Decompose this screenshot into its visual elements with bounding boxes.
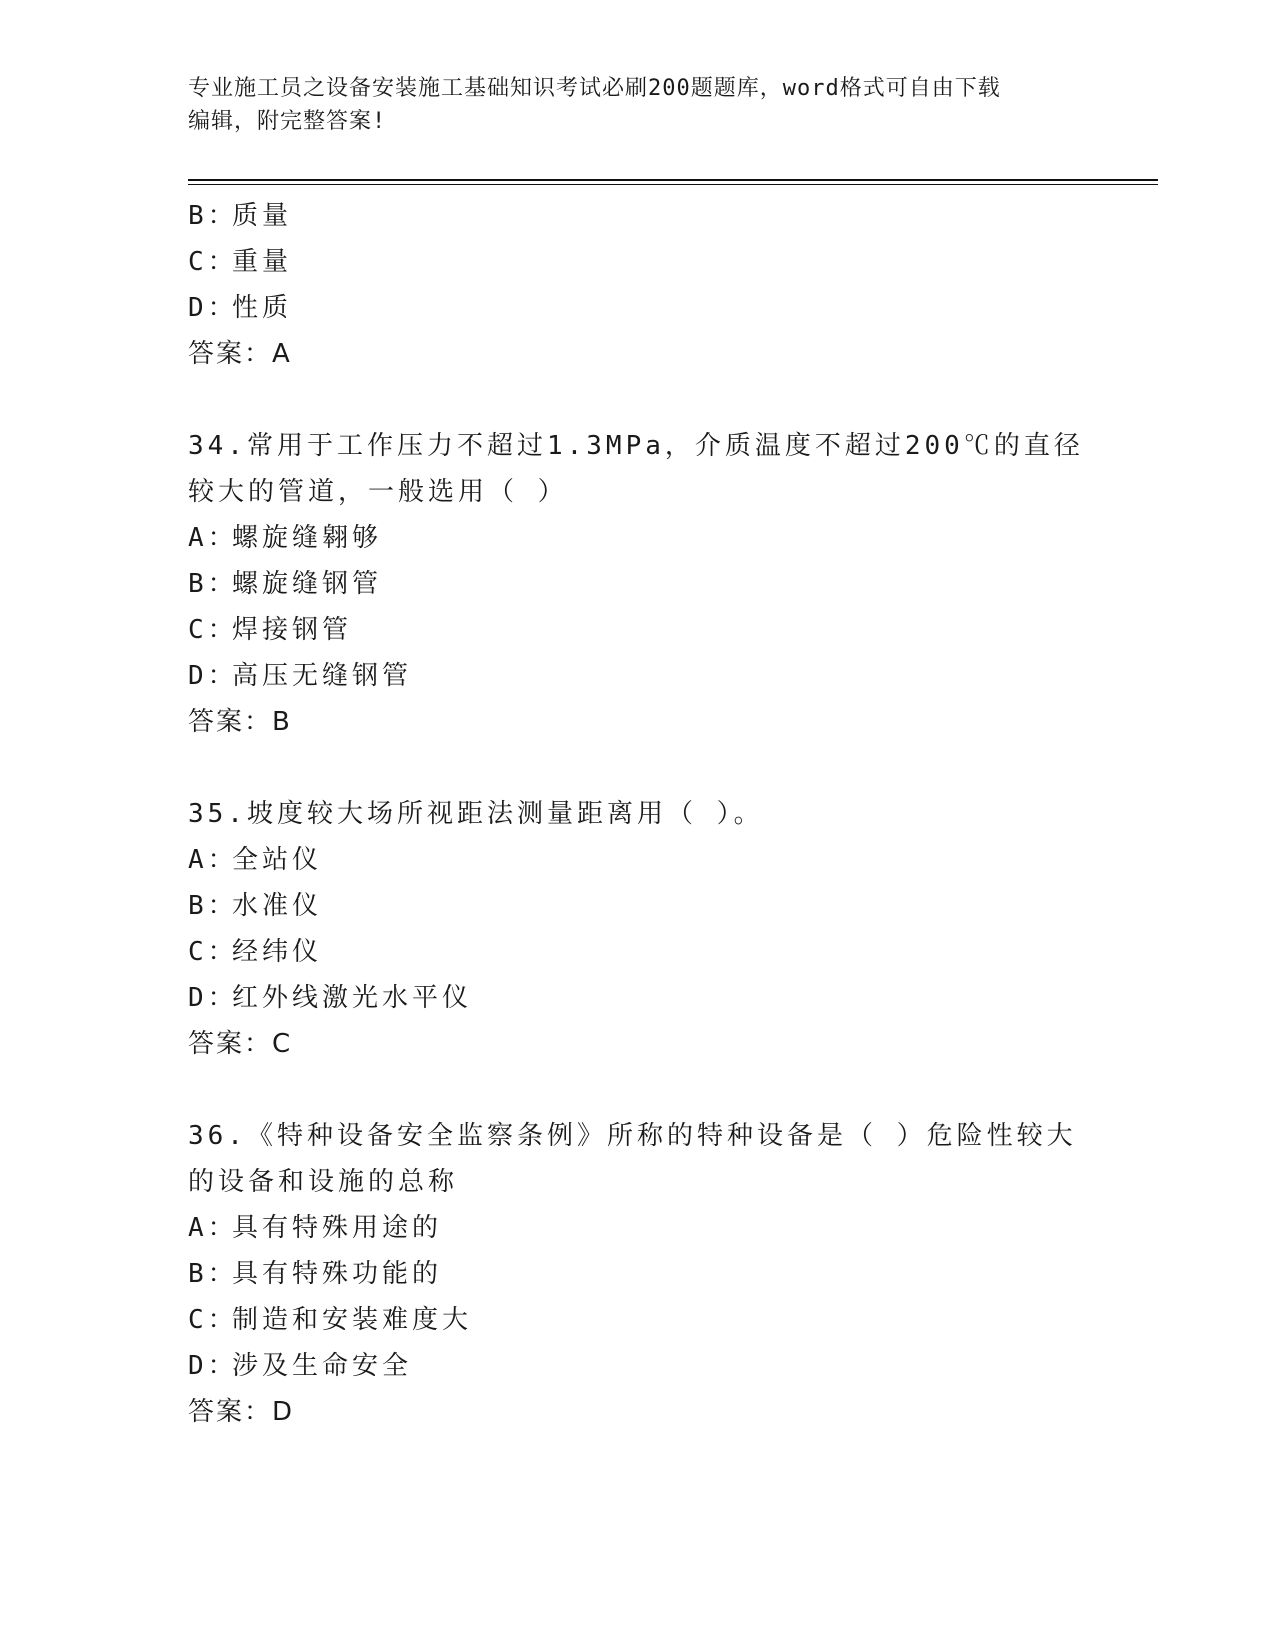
option-text: 螺旋缝翱够 <box>232 523 383 553</box>
option-key: B： <box>188 569 238 599</box>
answer-key: 答案：A <box>188 339 292 369</box>
answer-option <box>188 929 1088 975</box>
option-key: B： <box>188 891 238 921</box>
question-list <box>188 193 1088 1481</box>
answer-option <box>188 193 1088 239</box>
option-key: A： <box>188 1213 238 1243</box>
option-text: 焊接钢管 <box>232 615 353 645</box>
question-stem: 36.《特种设备安全监察条例》所称的特种设备是（ ）危险性较大的设备和设施的总称 <box>188 1121 1077 1197</box>
option-key: D： <box>188 661 238 691</box>
header-rule-thin <box>188 184 1158 185</box>
option-key: C： <box>188 615 238 645</box>
option-text: 制造和安装难度大 <box>232 1305 473 1335</box>
answer-option <box>188 653 1088 699</box>
option-text: 水准仪 <box>232 891 323 921</box>
answer-key: 答案：B <box>188 707 292 737</box>
option-key: A： <box>188 523 238 553</box>
answer-option <box>188 607 1088 653</box>
question-block <box>188 193 1088 377</box>
option-key: D： <box>188 1351 238 1381</box>
question-block <box>188 791 1088 1067</box>
option-text: 质量 <box>232 201 293 231</box>
answer-option <box>188 837 1088 883</box>
option-key: C： <box>188 247 238 277</box>
option-text: 涉及生命安全 <box>232 1351 413 1381</box>
answer-option <box>188 285 1088 331</box>
question-stem: 34.常用于工作压力不超过1.3MPa，介质温度不超过200℃的直径较大的管道，一般选用（ ） <box>188 431 1084 507</box>
answer-option <box>188 1297 1088 1343</box>
option-key: A： <box>188 845 238 875</box>
question-block <box>188 1113 1088 1435</box>
document-header: 专业施工员之设备安装施工基础知识考试必刷200题题库，word格式可自由下载 编辑，附完整答案! <box>188 76 1001 134</box>
option-text: 全站仪 <box>232 845 323 875</box>
option-text: 具有特殊用途的 <box>232 1213 443 1243</box>
header-rule-thick <box>188 179 1158 181</box>
option-text: 性质 <box>232 293 293 323</box>
answer-option <box>188 1205 1088 1251</box>
option-text: 红外线激光水平仪 <box>232 983 473 1013</box>
option-text: 螺旋缝钢管 <box>232 569 383 599</box>
option-key: D： <box>188 293 238 323</box>
option-key: C： <box>188 1305 238 1335</box>
question-block <box>188 423 1088 745</box>
option-key: B： <box>188 201 238 231</box>
answer-option <box>188 515 1088 561</box>
answer-option <box>188 975 1088 1021</box>
answer-key: 答案：D <box>188 1397 295 1427</box>
option-text: 重量 <box>232 247 293 277</box>
option-key: C： <box>188 937 238 967</box>
option-text: 高压无缝钢管 <box>232 661 413 691</box>
option-text: 具有特殊功能的 <box>232 1259 443 1289</box>
option-key: D： <box>188 983 238 1013</box>
answer-key: 答案：C <box>188 1029 293 1059</box>
option-text: 经纬仪 <box>232 937 323 967</box>
answer-option <box>188 561 1088 607</box>
option-key: B： <box>188 1259 238 1289</box>
question-stem: 35.坡度较大场所视距法测量距离用（ ）。 <box>188 799 764 829</box>
answer-option <box>188 1343 1088 1389</box>
answer-option <box>188 883 1088 929</box>
answer-option <box>188 1251 1088 1297</box>
answer-option <box>188 239 1088 285</box>
